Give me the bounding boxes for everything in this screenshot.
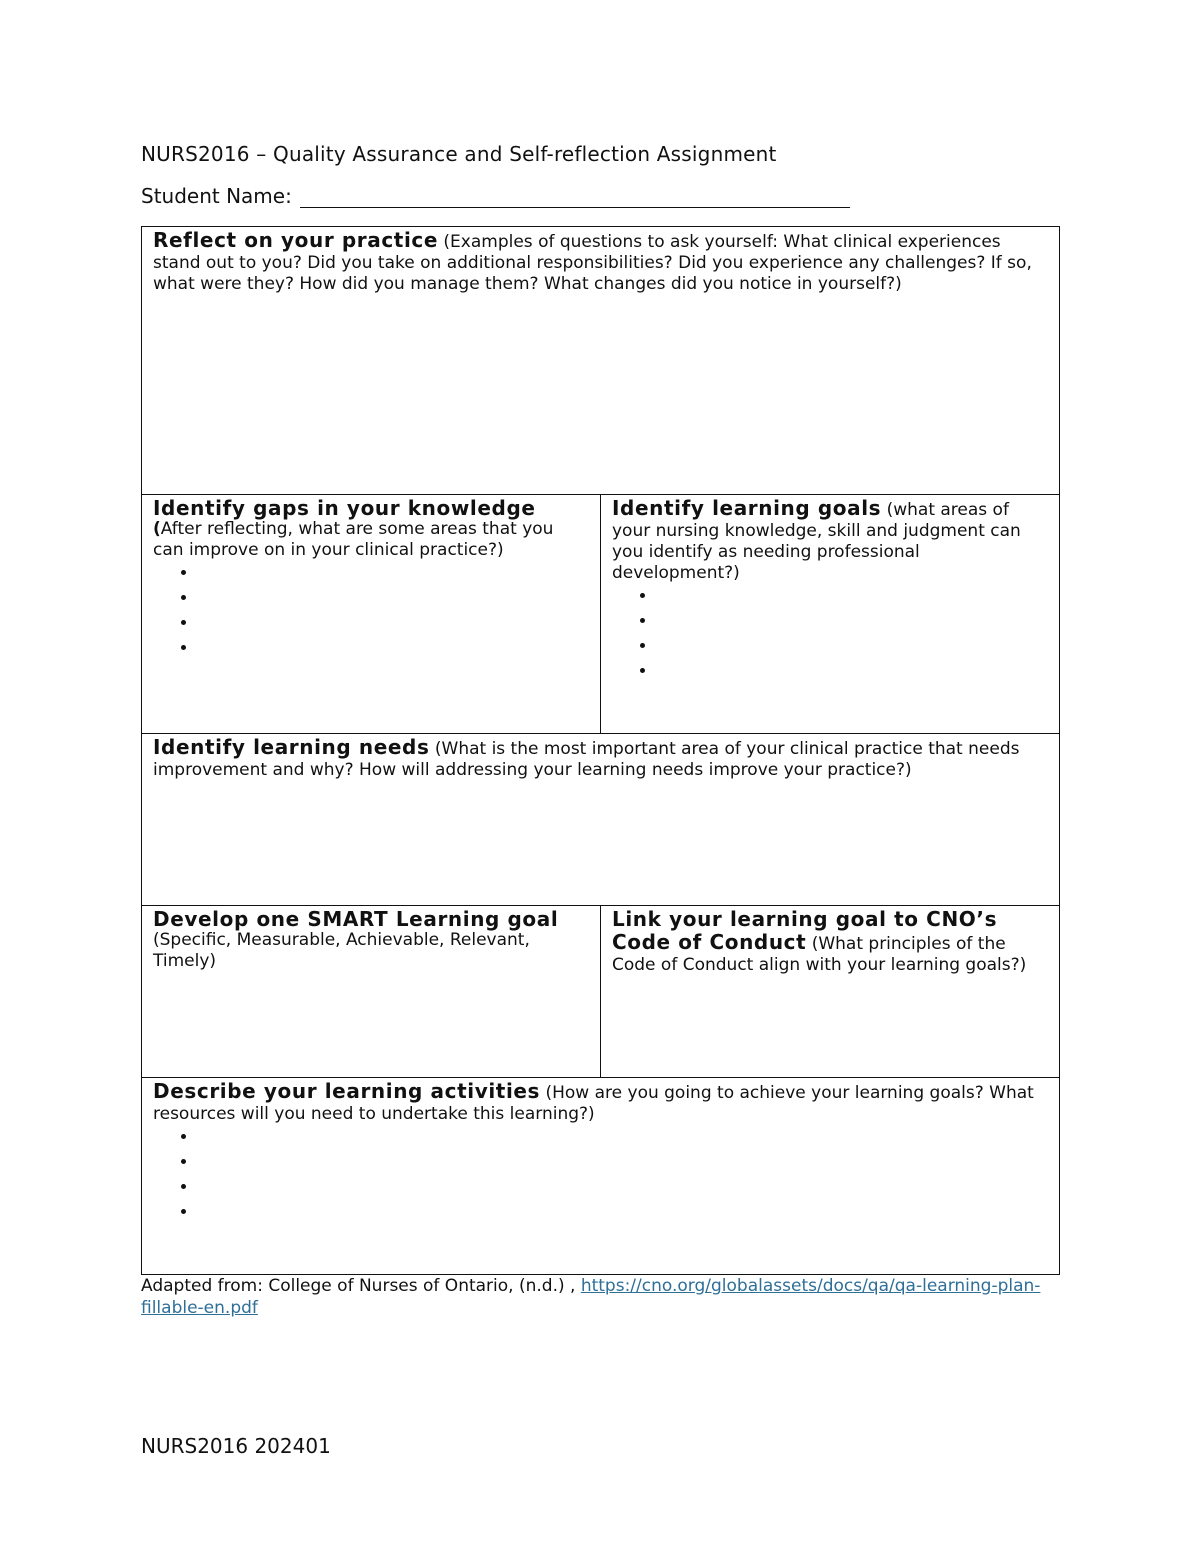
student-name-field[interactable] bbox=[300, 185, 850, 208]
activities-heading: Describe your learning activities bbox=[153, 1079, 541, 1103]
list-item[interactable] bbox=[657, 636, 1048, 661]
document-title: NURS2016 – Quality Assurance and Self-reflection Assignment bbox=[141, 142, 777, 166]
list-item[interactable] bbox=[198, 1127, 1048, 1152]
needs-heading: Identify learning needs bbox=[153, 735, 430, 759]
gaps-heading: Identify gaps in your knowledge bbox=[153, 496, 536, 520]
list-item[interactable] bbox=[657, 586, 1048, 611]
smart-prompt: (Specific, Measurable, Achievable, Relevant, Timely) bbox=[153, 930, 530, 971]
learning-plan-table bbox=[141, 226, 1060, 1275]
gaps-prompt: After reflecting, what are some areas that you can improve on in your clinical practice?) bbox=[153, 519, 554, 560]
reflect-section[interactable] bbox=[142, 227, 1060, 495]
smart-heading: Develop one SMART Learning goal bbox=[153, 907, 559, 931]
activities-bullet-list[interactable] bbox=[153, 1127, 1048, 1227]
citation-text: Adapted from: College of Nurses of Ontario, (n.d.) , bbox=[141, 1276, 581, 1296]
source-citation bbox=[141, 1275, 1061, 1319]
list-item[interactable] bbox=[198, 638, 589, 663]
link-prompt: (What principles of the Code of Conduct align with your learning goals?) bbox=[612, 934, 1027, 975]
link-heading: Link your learning goal to CNO’s Code of Conduct bbox=[612, 907, 998, 954]
smart-section[interactable] bbox=[142, 906, 601, 1078]
student-name-label: Student Name: bbox=[141, 184, 292, 208]
goals-section[interactable] bbox=[601, 495, 1060, 734]
list-item[interactable] bbox=[198, 1177, 1048, 1202]
list-item[interactable] bbox=[198, 1152, 1048, 1177]
goals-prompt: (what areas of your nursing knowledge, skill and judgment can you identify as needing professional development?) bbox=[612, 500, 1021, 583]
activities-section[interactable] bbox=[142, 1078, 1060, 1275]
reflect-heading: Reflect on your practice bbox=[153, 228, 439, 252]
student-name-row bbox=[141, 184, 850, 208]
list-item[interactable] bbox=[198, 613, 589, 638]
needs-prompt: (What is the most important area of your clinical practice that needs improvement and why? How will addressing your learning needs improve your practice?) bbox=[153, 739, 1020, 780]
reflect-prompt: (Examples of questions to ask yourself: What clinical experiences stand out to you? Did you take on additional responsibilities? Did you experience any challenges? If so, what were they? How did you manage them? What changes did you notice in yourself?) bbox=[153, 232, 1032, 294]
needs-section[interactable] bbox=[142, 734, 1060, 906]
list-item[interactable] bbox=[198, 588, 589, 613]
gaps-bullet-list[interactable] bbox=[153, 563, 589, 663]
activities-prompt: (How are you going to achieve your learning goals? What resources will you need to undertake this learning?) bbox=[153, 1083, 1034, 1124]
link-section[interactable] bbox=[601, 906, 1060, 1078]
list-item[interactable] bbox=[198, 1202, 1048, 1227]
list-item[interactable] bbox=[198, 563, 589, 588]
goals-bullet-list[interactable] bbox=[612, 586, 1048, 686]
gaps-prompt-paren: ( bbox=[153, 519, 161, 539]
list-item[interactable] bbox=[657, 611, 1048, 636]
citation-link[interactable]: https://cno.org/globalassets/docs/qa/qa-learning-plan-fillable-en.pdf bbox=[141, 1276, 1041, 1318]
list-item[interactable] bbox=[657, 661, 1048, 686]
goals-heading: Identify learning goals bbox=[612, 496, 882, 520]
page-footer: NURS2016 202401 bbox=[141, 1434, 331, 1458]
gaps-section[interactable] bbox=[142, 495, 601, 734]
